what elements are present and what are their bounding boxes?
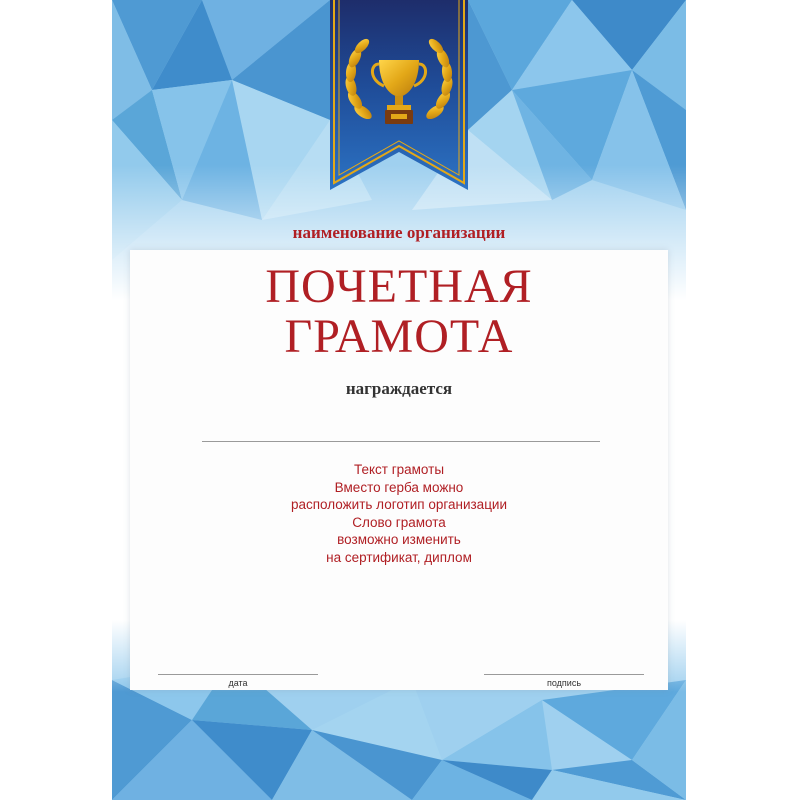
certificate-body-text <box>112 461 686 566</box>
body-line: возможно изменить <box>337 532 461 547</box>
certificate-page <box>112 0 686 800</box>
date-line <box>158 674 318 675</box>
body-line: Слово грамота <box>352 514 446 530</box>
certificate-title <box>112 262 686 362</box>
title-line-2: ГРАМОТА <box>284 310 514 363</box>
signature-line <box>484 674 644 675</box>
recipient-name-line <box>202 441 600 442</box>
ribbon-banner <box>330 0 468 190</box>
body-line: Вместо герба можно <box>334 479 464 495</box>
date-label: дата <box>228 678 248 688</box>
body-line: расположить логотип организации <box>290 497 508 512</box>
organization-name: наименование организации <box>292 223 506 242</box>
signature-label: подпись <box>546 678 582 688</box>
body-line: Текст грамоты <box>353 462 445 477</box>
title-line-1: ПОЧЕТНАЯ <box>265 260 533 313</box>
body-line: на сертификат, диплом <box>326 549 472 565</box>
awarded-label: награждается <box>345 379 453 398</box>
